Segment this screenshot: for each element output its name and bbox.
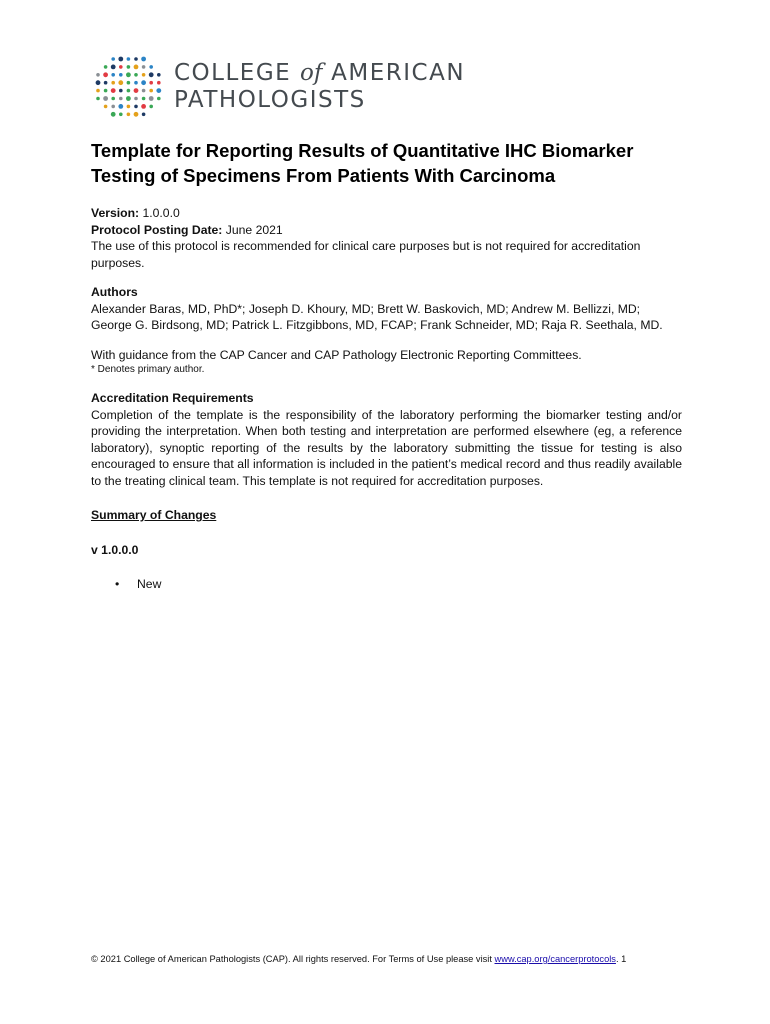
summary-item-text: New <box>137 577 162 591</box>
logo-dot <box>119 73 123 77</box>
summary-of-changes-heading: Summary of Changes <box>91 508 217 522</box>
logo-dot <box>134 97 138 101</box>
logo-dot <box>157 97 161 101</box>
authors-list: Alexander Baras, MD, PhD*; Joseph D. Khoury, MD; Brett W. Baskovich, MD; Andrew M. Bellizzi, MD; George G. Birdsong, MD; Patrick L. Fitzgibbons, MD, FCAP; Frank Schneider, MD; Raja R. Seethala, MD. <box>91 301 663 332</box>
logo-dot <box>142 73 146 77</box>
logo-dot <box>134 88 139 93</box>
logo-dot <box>149 72 154 77</box>
logo-dot <box>103 96 108 101</box>
accreditation-heading: Accreditation Requirements <box>91 391 254 405</box>
logo-dot <box>149 89 153 93</box>
logo-dot <box>118 104 123 109</box>
logo-line-1: COLLEGE of AMERICAN <box>174 60 466 86</box>
logo-dot <box>96 89 100 93</box>
logo-dot <box>149 96 154 101</box>
logo-dot <box>149 81 153 85</box>
posting-date-line: Protocol Posting Date: June 2021 <box>91 222 283 237</box>
logo-dot <box>141 80 146 85</box>
summary-version: v 1.0.0.0 <box>91 542 139 557</box>
logo-dot <box>134 112 139 117</box>
cap-logo <box>94 54 484 120</box>
page-number: . 1 <box>615 954 627 964</box>
logo-dot <box>156 88 161 93</box>
logo-dot <box>104 81 108 85</box>
logo-dot <box>119 65 123 69</box>
logo-dot <box>119 113 123 117</box>
logo-dot <box>127 57 131 61</box>
accreditation-text: Completion of the template is the responsibility of the laboratory performing the biomarker testing and/or providing the interpretation. When both testing and interpretation are performed elsewhere (eg, a reference laboratory), synoptic reporting of the results by the laboratory submitting the tissue for testing is also encouraged to ensure that all information is included in the patient’s medical record and thus readily available to the treating clinical team. This template is not required for accreditation purposes. <box>91 407 682 488</box>
logo-dot <box>142 65 146 69</box>
logo-dot <box>111 65 116 70</box>
logo-dot <box>104 89 108 93</box>
document-title: Template for Reporting Results of Quantitative IHC Biomarker Testing of Specimens From Patients With Carcinoma <box>91 140 634 186</box>
logo-dot <box>127 113 131 117</box>
logo-dot <box>111 105 115 109</box>
logo-dot <box>127 65 131 69</box>
cancer-protocols-link[interactable]: www.cap.org/cancerprotocols <box>494 954 616 964</box>
usage-statement: The use of this protocol is recommended for clinical care purposes but is not required for accreditation purposes. <box>91 239 641 270</box>
logo-dot <box>134 105 138 109</box>
logo-dot <box>96 80 101 85</box>
document-body <box>91 138 682 591</box>
logo-dot <box>111 73 115 77</box>
logo-dot <box>149 105 153 109</box>
logo-dot <box>141 104 146 109</box>
footer-copyright: © 2021 College of American Pathologists (CAP). All rights reserved. For Terms of Use please visit <box>91 954 495 964</box>
logo-wordmark <box>174 60 465 114</box>
logo-dot <box>127 89 131 93</box>
logo-dot <box>127 81 131 85</box>
logo-dot <box>111 57 115 61</box>
page-footer <box>91 953 691 966</box>
logo-dot <box>157 73 161 77</box>
logo-dot <box>111 112 116 117</box>
logo-dot <box>134 65 139 70</box>
logo-dot <box>111 81 115 85</box>
logo-line-2: PATHOLOGISTS <box>174 87 366 113</box>
logo-dot <box>119 89 123 93</box>
logo-dot <box>126 96 131 101</box>
authors-heading: Authors <box>91 285 138 299</box>
logo-dot <box>119 97 123 101</box>
logo-dot <box>142 89 146 93</box>
cap-dot-grid-icon <box>94 54 164 120</box>
logo-dot <box>127 105 131 109</box>
logo-dot <box>118 80 123 85</box>
logo-dot <box>126 72 131 77</box>
logo-dot <box>111 88 116 93</box>
logo-dot <box>118 57 123 62</box>
logo-dot <box>142 113 146 117</box>
version-line: Version: 1.0.0.0 <box>91 206 180 220</box>
logo-dot <box>134 73 138 77</box>
logo-dot <box>103 72 108 77</box>
primary-author-note: * Denotes primary author. <box>91 364 205 375</box>
logo-dot <box>141 57 146 62</box>
logo-dot <box>104 105 108 109</box>
logo-dot <box>134 57 138 61</box>
guidance-statement: With guidance from the CAP Cancer and CAP Pathology Electronic Reporting Committees. <box>91 347 582 362</box>
logo-dot <box>111 97 115 101</box>
logo-dot <box>96 73 100 77</box>
logo-dot <box>134 81 138 85</box>
logo-dot <box>149 65 153 69</box>
logo-dot <box>96 97 100 101</box>
logo-dot <box>157 81 161 85</box>
logo-dot <box>142 97 146 101</box>
logo-dot <box>104 65 108 69</box>
bullet-icon: • <box>115 577 120 591</box>
